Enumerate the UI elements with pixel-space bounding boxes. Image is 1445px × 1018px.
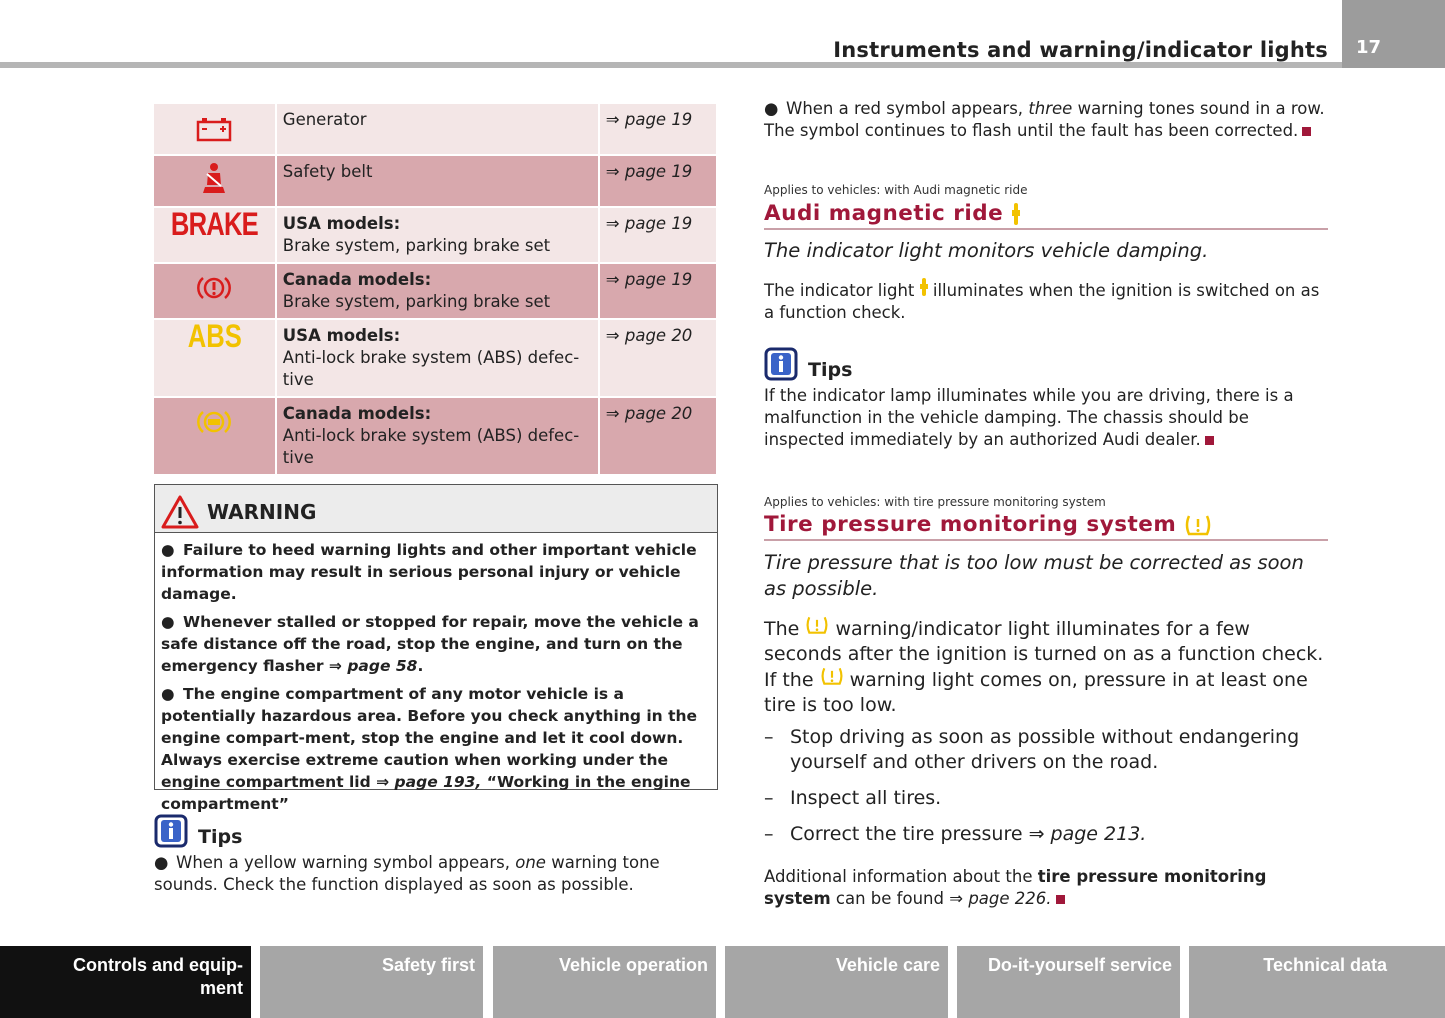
warning-heading: WARNING xyxy=(207,499,317,524)
tips-text: ● When a yellow warning symbol appears, one warning tone sounds. Check the function displayed as soon as possible. xyxy=(154,853,660,894)
section-paragraph: The warning/indicator light illuminates for a few seconds after the ignition is turned on as a function check. If the warning light comes on, pressure in at least one tire is too low. xyxy=(764,615,1328,717)
table-row xyxy=(154,319,717,397)
tab-safety-first[interactable]: Safety first xyxy=(260,946,483,1018)
page-ref-link[interactable]: ⇒ page 19 xyxy=(599,207,717,263)
warning-body xyxy=(155,539,717,815)
tab-technical-data[interactable]: Technical data xyxy=(1189,946,1445,1018)
abs-circle-icon xyxy=(195,407,233,437)
symbol-description: Safety belt xyxy=(282,162,373,181)
warning-symbol-table xyxy=(154,104,718,476)
list-item: – Stop driving as soon as possible without endangering yourself and other drivers on the road. xyxy=(764,726,1300,773)
symbol-description: Generator xyxy=(282,110,367,129)
applies-note: Applies to vehicles: with tire pressure monitoring system xyxy=(764,495,1106,509)
symbol-description: Brake system, parking brake set xyxy=(282,236,551,255)
symbol-title: Canada models: xyxy=(282,270,432,289)
tab-vehicle-care[interactable]: Vehicle care xyxy=(725,946,948,1018)
end-marker-icon xyxy=(1205,436,1214,445)
symbol-description: Anti-lock brake system (ABS) defec-tive xyxy=(282,348,580,389)
tab-do-it-yourself-service[interactable]: Do-it-yourself service xyxy=(957,946,1180,1018)
info-icon xyxy=(764,347,798,381)
page-ref-link[interactable]: page 193, xyxy=(394,773,482,791)
tire-pressure-icon xyxy=(805,615,829,635)
page-ref-link[interactable]: page 58 xyxy=(347,657,418,675)
page-ref-link[interactable]: ⇒ page 19 xyxy=(599,263,717,319)
table-row xyxy=(154,397,717,475)
intro-paragraph: ● When a red symbol appears, three warning tones sound in a row. The symbol continues to flash until the fault has been corrected. xyxy=(764,99,1325,140)
warning-item: ● Failure to heed warning lights and other important vehicle information may result in serious personal injury or vehicle damage. xyxy=(161,541,697,603)
page-ref-link[interactable]: page 226. xyxy=(968,889,1052,908)
symbol-description: Brake system, parking brake set xyxy=(282,292,551,311)
tab-controls-and-equipment[interactable]: Controls and equip-ment xyxy=(0,946,251,1018)
page-number: 17 xyxy=(1342,0,1445,68)
tire-pressure-icon xyxy=(1184,514,1212,536)
tips-section xyxy=(154,814,724,896)
symbol-title: USA models: xyxy=(282,326,401,345)
abs-text-icon: ABS xyxy=(187,318,242,354)
brake-text-icon: BRAKE xyxy=(170,206,258,242)
table-row xyxy=(154,207,717,263)
page-ref-link[interactable]: page 213. xyxy=(1050,823,1147,845)
warning-triangle-icon xyxy=(161,495,199,529)
section-lead: The indicator light monitors vehicle damping. xyxy=(764,239,1209,262)
table-row xyxy=(154,155,717,207)
symbol-description: Anti-lock brake system (ABS) defec-tive xyxy=(282,426,580,467)
damper-indicator-icon xyxy=(920,278,928,296)
end-marker-icon xyxy=(1302,127,1311,136)
warning-box xyxy=(154,484,718,813)
battery-icon xyxy=(195,115,233,143)
chapter-tabs xyxy=(0,946,1445,1018)
tire-pressure-icon xyxy=(820,666,844,686)
table-row xyxy=(154,263,717,319)
table-row xyxy=(154,104,717,155)
list-item: – Correct the tire pressure ⇒ page 213. xyxy=(764,823,1147,845)
info-icon xyxy=(154,814,188,848)
list-item: – Inspect all tires. xyxy=(764,787,942,809)
page-ref-link[interactable]: ⇒ page 20 xyxy=(599,397,717,475)
tips-heading: Tips xyxy=(198,826,243,848)
symbol-title: USA models: xyxy=(282,214,401,233)
warning-header xyxy=(155,485,717,533)
section-lead: Tire pressure that is too low must be corrected as soon as possible. xyxy=(764,551,1304,600)
section-title-tire-pressure: Tire pressure monitoring system xyxy=(764,512,1328,541)
tab-vehicle-operation[interactable]: Vehicle operation xyxy=(493,946,716,1018)
symbol-title: Canada models: xyxy=(282,404,432,423)
section-title-magnetic-ride: Audi magnetic ride xyxy=(764,201,1328,230)
warning-item: ● The engine compartment of any motor vehicle is a potentially hazardous area. Before you check anything in the engine compart-ment, stop the engine and let it cool down. Always exercise extreme caution when working under the engine compartment lid ⇒ page 193, “Working in the engine compartment” xyxy=(161,685,698,813)
page-ref-link[interactable]: ⇒ page 19 xyxy=(599,104,717,155)
page-ref-link[interactable]: ⇒ page 20 xyxy=(599,319,717,397)
end-marker-icon xyxy=(1056,895,1065,904)
applies-note: Applies to vehicles: with Audi magnetic ride xyxy=(764,183,1028,197)
brake-circle-icon xyxy=(195,273,233,303)
section-paragraph: Additional information about the tire pressure monitoring system can be found ⇒ page 226. xyxy=(764,867,1267,908)
tips-text: If the indicator lamp illuminates while you are driving, there is a malfunction in the vehicle damping. The chassis should be inspected immediately by an authorized Audi dealer. xyxy=(764,386,1294,449)
page-header-title: Instruments and warning/indicator lights xyxy=(833,38,1328,62)
damper-indicator-icon xyxy=(1011,202,1021,226)
header-rule xyxy=(0,62,1342,68)
page-ref-link[interactable]: ⇒ page 19 xyxy=(599,155,717,207)
section-paragraph: The indicator light illuminates when the ignition is switched on as a function check. xyxy=(764,278,1328,324)
tips-section xyxy=(764,347,1328,451)
seatbelt-icon xyxy=(199,161,229,195)
tips-heading: Tips xyxy=(808,359,853,381)
warning-item: ● Whenever stalled or stopped for repair, move the vehicle a safe distance off the road, stop the engine, and turn on the emergency flasher ⇒ page 58. xyxy=(161,613,699,675)
